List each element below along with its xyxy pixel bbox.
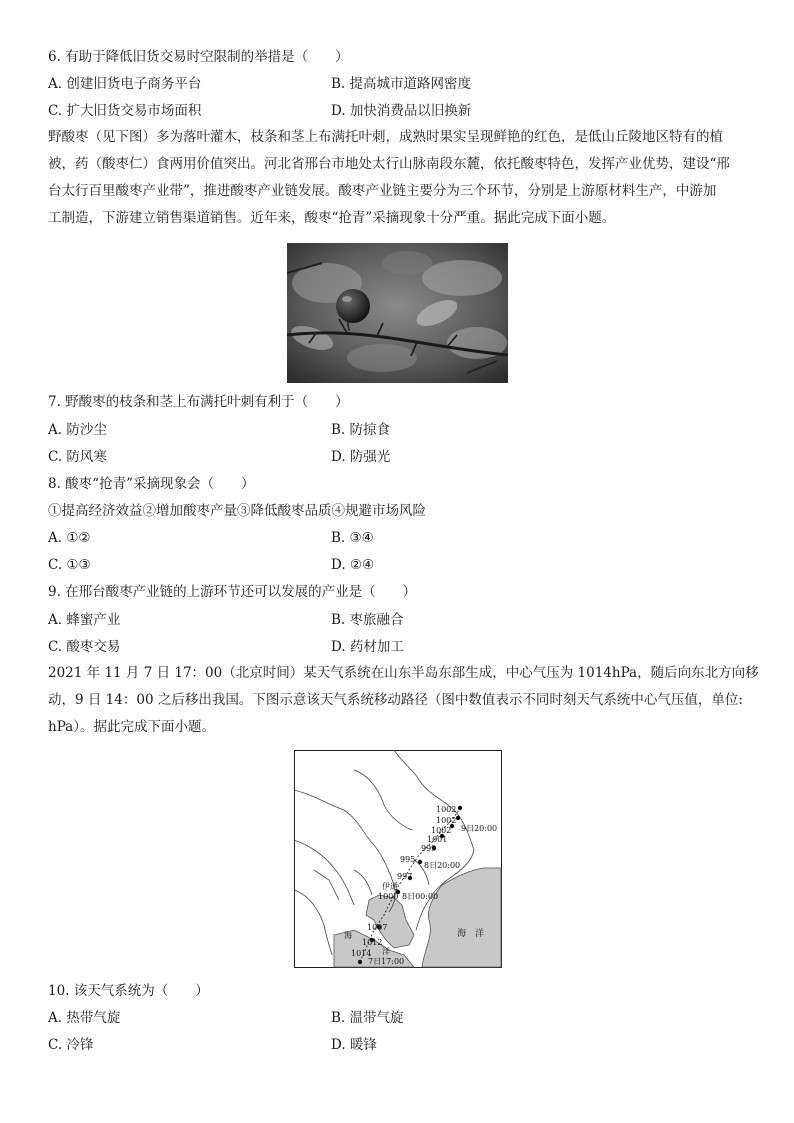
passage-line: hPa）。据此完成下面小题。 [48, 719, 215, 735]
passage-line: 2021 年 11 月 7 日 17：00（北京时间）某天气系统在山东半岛东部生成，中心气压为 1014hPa，随后向东北方向移 [48, 665, 759, 681]
q10-option-c: C. 冷锋 [48, 1037, 94, 1053]
q8-option-d: D. ②④ [331, 557, 375, 573]
q8-option-a: A. ①② [48, 530, 91, 546]
passage-line: 野酸枣（见下图）多为落叶灌木，枝条和茎上布满托叶刺，成熟时果实呈现鲜艳的红色，是低山丘陵地区特有的植 [48, 129, 723, 145]
q9-option-b: B. 枣旅融合 [331, 612, 404, 628]
q9-option-a: A. 蜂蜜产业 [48, 612, 121, 628]
track-point [456, 816, 460, 820]
q10-option-a: A. 热带气旋 [48, 1010, 121, 1026]
q7-option-d: D. 防强光 [331, 449, 391, 465]
pressure-label: 1002 [431, 826, 452, 835]
q10-option-d: D. 暖锋 [331, 1037, 377, 1053]
q8-items: ①提高经济效益②增加酸枣产量③降低酸枣品质④规避市场风险 [48, 503, 426, 519]
weather-system-track-map [294, 750, 502, 968]
passage-line: 台太行百里酸枣产业带”，推进酸枣产业链发展。酸枣产业链主要分为三个环节，分别是上游原材料生产，中游加 [48, 183, 717, 199]
q10-stem: 10. 该天气系统为（ ） [48, 983, 209, 999]
pressure-label: 1014 [351, 949, 372, 958]
track-point [418, 860, 422, 864]
q8-stem: 8. 酸枣“抢青”采摘现象会（ ） [48, 476, 255, 492]
q6-option-c: C. 扩大旧货交易市场面积 [48, 103, 202, 119]
q9-option-c: C. 酸枣交易 [48, 639, 121, 655]
wild-jujube-photo [287, 243, 508, 383]
pressure-label: 999 [421, 844, 437, 853]
track-point [458, 806, 462, 810]
passage-jujube [48, 124, 748, 232]
q9-stem: 9. 在邢台酸枣产业链的上游环节还可以发展的产业是（ ） [48, 584, 417, 600]
q6-option-d: D. 加快消费品以旧换新 [331, 103, 472, 119]
pressure-label: 1012 [362, 938, 383, 947]
q10-option-b: B. 温带气旋 [331, 1010, 404, 1026]
q8-option-c: C. ①③ [48, 557, 91, 573]
q9-option-d: D. 药材加工 [331, 639, 404, 655]
passage-line: 动，9 日 14：00 之后移出我国。下图示意该天气系统移动路径（图中数值表示不同时刻天气系统中心气压值，单位: [48, 692, 743, 708]
pressure-label: 1002 [436, 805, 457, 814]
time-label: 7日17:00 [368, 957, 405, 966]
pressure-label: 1000 [378, 892, 399, 901]
city-label: 伊通 [382, 882, 398, 891]
q6-option-a: A. 创建旧货电子商务平台 [48, 76, 202, 92]
time-label: 9日20:00 [461, 824, 498, 833]
time-label: 8日20:00 [424, 861, 461, 870]
q7-stem: 7. 野酸枣的枝条和茎上布满托叶刺有利于（ ） [48, 394, 349, 410]
q7-option-b: B. 防掠食 [331, 422, 391, 438]
passage-weather [48, 660, 759, 741]
track-point [358, 960, 362, 964]
pressure-label: 995 [400, 855, 416, 864]
q8-option-b: B. ③④ [331, 530, 374, 546]
sea-label: 海 洋 [457, 929, 485, 939]
sea-label-bohai: 海 [344, 931, 352, 940]
pressure-label: 1001 [427, 835, 448, 844]
q6-stem: 6. 有助于降低旧货交易时空限制的举措是（ ） [48, 49, 349, 65]
q6-option-b: B. 提高城市道路网密度 [331, 76, 472, 92]
passage-line: 被，药（酸枣仁）食两用价值突出。河北省邢台市地处太行山脉南段东麓，依托酸枣特色，发挥产业优势，建设“邢 [48, 156, 730, 172]
time-label: 8日00:00 [402, 892, 439, 901]
pressure-label: 1007 [367, 923, 388, 932]
pressure-label: 997 [397, 872, 413, 881]
passage-line: 工制造，下游建立销售渠道销售。近年来，酸枣“抢青”采摘现象十分严重。据此完成下面小题。 [48, 210, 616, 226]
q7-option-a: A. 防沙尘 [48, 422, 107, 438]
q7-option-c: C. 防风寒 [48, 449, 107, 465]
sea-label-yellow: 洋 [382, 947, 390, 956]
pressure-label: 1002 [436, 816, 457, 825]
